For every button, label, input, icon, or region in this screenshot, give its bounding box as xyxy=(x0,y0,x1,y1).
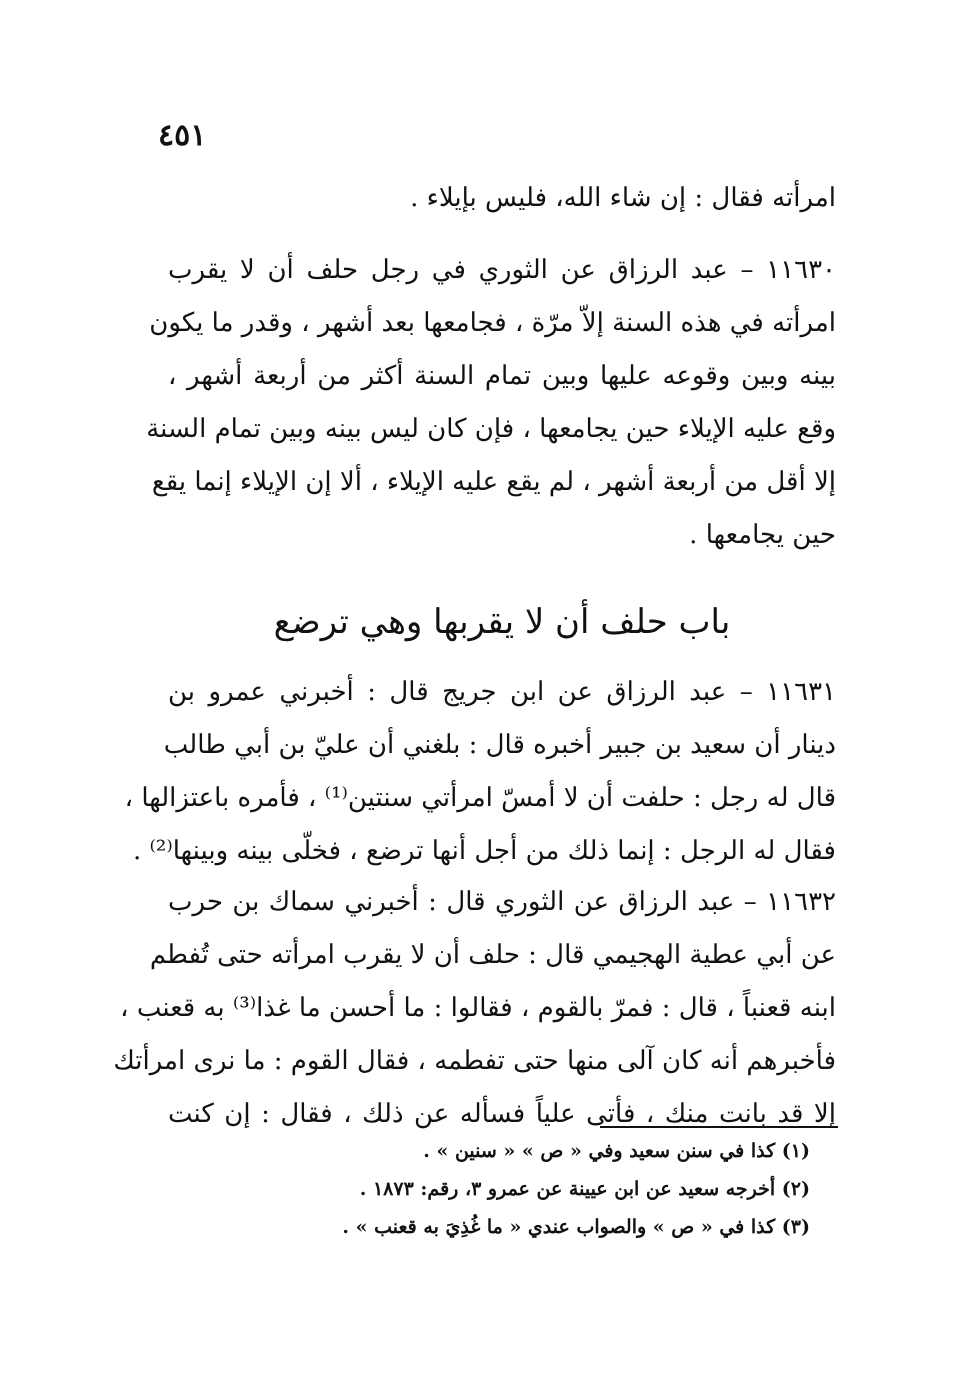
footnote-1: (١) كذا في سنن سعيد وفي « ص » « سنين » . xyxy=(423,1140,810,1162)
paragraph-11631 xyxy=(124,666,836,878)
text-line: فأخبرهم أنه كان آلى منها حتى تفطمه ، فقال القوم : ما نرى امرأتك xyxy=(113,1046,836,1076)
footnotes xyxy=(168,1132,810,1246)
text-line: دينار أن سعيد بن جبير أخبره قال : بلغني أن عليّ بن أبي طالب xyxy=(163,730,836,760)
text-line: ١١٦٣١ – عبد الرزاق عن ابن جريج قال : أخبرني عمرو بن xyxy=(168,677,836,707)
paragraph-11630 xyxy=(146,244,836,562)
footnote-3: (٣) كذا في « ص » والصواب عندي « ما غُذِيَ به قعنب » . xyxy=(342,1216,810,1238)
text-line: قال له رجل : حلفت أن لا أمسّ امرأتي سنتين⁽¹⁾ ، فأمره باعتزالها ، xyxy=(124,783,836,813)
text-line: امرأته في هذه السنة إلاّ مرّة ، فجامعها بعد أشهر ، وقدر ما يكون xyxy=(149,308,836,338)
paragraph-continuation xyxy=(168,172,836,225)
footnote-2: (٢) أخرجه سعيد عن ابن عيينة عن عمرو ٣، رقم: ١٨٧٣ . xyxy=(359,1178,810,1200)
text-line: بينه وبين وقوعه عليها وبين تمام السنة أكثر من أربعة أشهر ، xyxy=(168,361,836,391)
paragraph-11632 xyxy=(113,876,836,1141)
text-line: إلا أقل من أربعة أشهر ، لم يقع عليه الإيلاء ، ألا إن الإيلاء إنما يقع xyxy=(151,467,836,497)
chapter-heading: باب حلف أن لا يقربها وهي ترضع xyxy=(273,602,731,642)
page-number: ٤٥١ xyxy=(158,118,207,153)
text-line: حين يجامعها . xyxy=(689,520,836,550)
text-line: امرأته فقال : إن شاء الله، فليس بإيلاء . xyxy=(410,183,836,213)
text-line: وقع عليه الإيلاء حين يجامعها ، فإن كان ليس بينه وبين تمام السنة xyxy=(146,414,836,444)
text-line: عن أبي عطية الهجيمي قال : حلف أن لا يقرب امرأته حتى تُفطم xyxy=(149,940,836,970)
text-line: ابنه قعنباً ، قال : فمرّ بالقوم ، فقالوا : ما أحسن ما غذا⁽³⁾ به قعنب ، xyxy=(120,993,836,1023)
text-line: ١١٦٣٢ – عبد الرزاق عن الثوري قال : أخبرني سماك بن حرب xyxy=(168,887,836,917)
text-line: فقال له الرجل : إنما ذلك من أجل أنها ترضع ، فخلّى بينه وبينها⁽²⁾ . xyxy=(133,836,836,866)
text-line: إلا قد بانت منك ، فأتى علياً فسأله عن ذلك ، فقال : إن كنت xyxy=(168,1099,836,1129)
footnote-divider xyxy=(600,1126,838,1128)
text-line: ١١٦٣٠ – عبد الرزاق عن الثوري في رجل حلف أن لا يقرب xyxy=(168,255,836,285)
